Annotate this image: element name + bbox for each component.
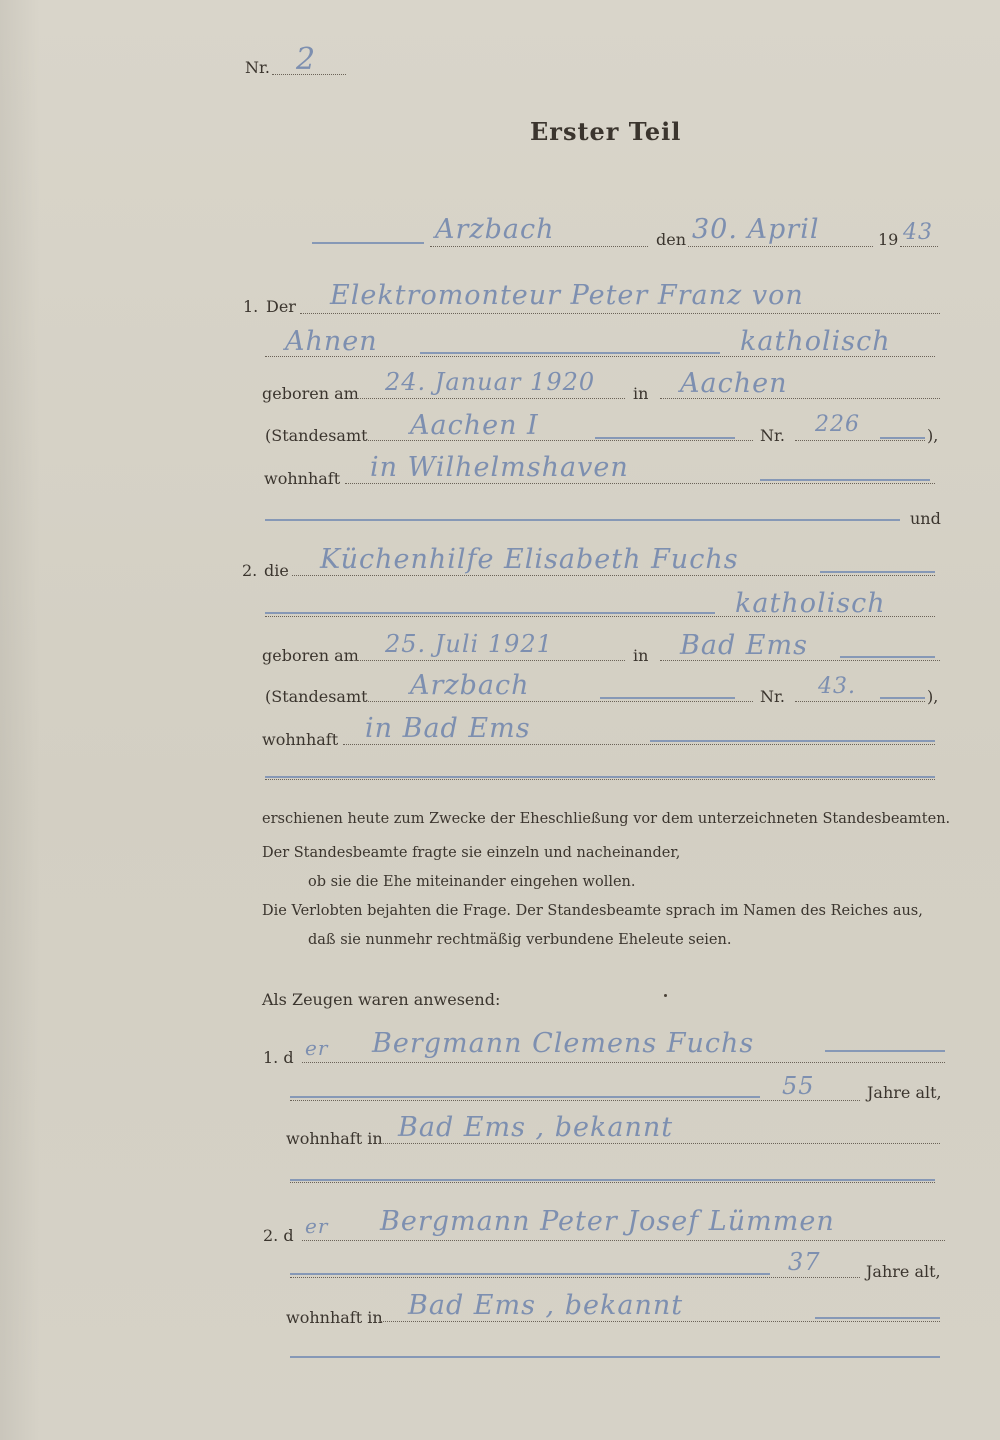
person1-registry: Aachen I: [410, 410, 539, 441]
witness1-age-label: Jahre alt,: [867, 1083, 942, 1102]
person1-born-label: geboren am: [262, 384, 359, 403]
person1-nr-rule: [795, 440, 925, 441]
person2-resides-label: wohnhaft: [262, 730, 339, 749]
person2-registry-label: (Standesamt: [265, 687, 368, 706]
body-line-2: Der Standesbeamte fragte sie einzeln und nacheinander,: [262, 845, 681, 861]
person1-resides-rule: [345, 483, 935, 484]
person1-name-line1: Elektromonteur Peter Franz von: [330, 280, 804, 311]
person2-registry-rule: [368, 701, 753, 702]
person2-nr-label: Nr.: [760, 687, 785, 706]
person2-resides-rule: [343, 744, 935, 745]
person2-born-date-rule: [355, 660, 625, 661]
person2-nr-dash: [880, 697, 925, 699]
person1-nr-dash: [880, 437, 925, 439]
date-line: [688, 246, 873, 247]
witness2-age-dash: [290, 1273, 770, 1275]
witness2-resides-label: wohnhaft in: [286, 1308, 383, 1327]
nr-value: 2: [296, 42, 317, 77]
place-value: Arzbach: [435, 214, 555, 245]
witness2-index: 2. d: [263, 1226, 294, 1245]
witness1-resides-label: wohnhaft in: [286, 1129, 383, 1148]
person2-registry: Arzbach: [410, 670, 530, 701]
person1-registry-label: (Standesamt: [265, 426, 368, 445]
person2-registry-nr: 43.: [818, 674, 856, 699]
person2-religion: katholisch: [735, 588, 886, 619]
witness1-name-dash: [825, 1050, 945, 1052]
person2-article: die: [264, 561, 289, 580]
person2-resides: in Bad Ems: [365, 713, 531, 744]
witness2-blank-dash: [290, 1356, 940, 1358]
witness2-name: Bergmann Peter Josef Lümmen: [380, 1206, 835, 1237]
witness2-resides-rule: [380, 1321, 940, 1322]
year-suffix: 43: [903, 220, 933, 245]
person2-name-line1: Küchenhilfe Elisabeth Fuchs: [320, 544, 739, 575]
body-line-4: Die Verlobten bejahten die Frage. Der Standesbeamte sprach im Namen des Reiches aus,: [262, 903, 923, 919]
year-line: [900, 246, 938, 247]
den-label: den: [656, 230, 687, 249]
year-prefix: 19: [878, 230, 899, 249]
witness1-resides: Bad Ems , bekannt: [398, 1112, 674, 1143]
person2-born-place-rule: [660, 660, 940, 661]
person2-in-label: in: [633, 646, 649, 665]
person1-born-place-rule: [660, 398, 940, 399]
date-value: 30. April: [692, 214, 820, 245]
person1-resides-label: wohnhaft: [264, 469, 341, 488]
person2-born-place-dash: [840, 656, 935, 658]
person1-name-line2-rule: [265, 356, 935, 357]
witness1-resides-rule: [380, 1143, 940, 1144]
person1-name-line1-rule: [300, 313, 940, 314]
body-line-1: erschienen heute zum Zwecke der Eheschließung vor dem unterzeichneten Standesbeamten.: [262, 811, 951, 827]
place-line: [430, 246, 648, 247]
nr-label: Nr.: [245, 58, 270, 77]
person2-registry-dash: [600, 697, 735, 699]
witness1-name-rule: [302, 1062, 945, 1063]
page-title: Erster Teil: [530, 117, 682, 146]
body-line-3: ob sie die Ehe miteinander eingehen wollen.: [308, 874, 636, 890]
person2-blank-dash: [265, 776, 935, 778]
person2-born-place: Bad Ems: [680, 630, 808, 661]
witness2-resides-dash: [815, 1317, 940, 1319]
witness2-name-rule: [302, 1240, 945, 1241]
person1-nr-label: Nr.: [760, 426, 785, 445]
person2-name-line2-rule: [265, 616, 935, 617]
person2-name-dash: [820, 571, 935, 573]
person2-blank-rule: [265, 779, 935, 780]
witness2-article: er: [305, 1214, 329, 1238]
person1-religion: katholisch: [740, 326, 891, 357]
person1-born-place: Aachen: [680, 368, 788, 399]
paper-speck: [664, 994, 667, 997]
person2-born-date: 25. Juli 1921: [385, 630, 553, 658]
nr-line: [272, 74, 346, 75]
person2-name-line2-dash: [265, 612, 715, 614]
witness1-age: 55: [782, 1072, 815, 1100]
witness1-index: 1. d: [263, 1048, 294, 1067]
witness2-resides: Bad Ems , bekannt: [408, 1290, 684, 1321]
witness1-blank-rule: [290, 1182, 935, 1183]
person1-index: 1.: [243, 297, 259, 316]
person1-born-date-rule: [355, 398, 625, 399]
person1-resides-dash: [760, 479, 930, 481]
person2-name-line1-rule: [292, 575, 935, 576]
body-line-5: daß sie nunmehr rechtmäßig verbundene Eheleute seien.: [308, 932, 732, 948]
person1-close: ),: [927, 426, 939, 445]
person1-born-date: 24. Januar 1920: [385, 368, 596, 396]
person1-resides: in Wilhelmshaven: [370, 452, 629, 483]
witness2-age: 37: [788, 1248, 821, 1276]
person1-in-label: in: [633, 384, 649, 403]
person1-article: Der: [266, 297, 296, 316]
person2-born-label: geboren am: [262, 646, 359, 665]
person1-registry-nr: 226: [815, 412, 860, 437]
witness2-age-rule: [290, 1277, 860, 1278]
witness1-blank-dash: [290, 1179, 935, 1181]
person1-registry-dash: [595, 437, 735, 439]
person2-resides-dash: [650, 740, 935, 742]
und-label: und: [910, 509, 941, 528]
witness2-age-label: Jahre alt,: [866, 1262, 941, 1281]
person2-index: 2.: [242, 561, 258, 580]
person2-nr-rule: [795, 701, 925, 702]
witnesses-heading: Als Zeugen waren anwesend:: [262, 990, 501, 1009]
witness1-age-rule: [290, 1100, 860, 1101]
person1-name-line2: Ahnen: [285, 326, 378, 357]
person1-name-dash: [420, 352, 720, 354]
person1-blank-dash: [265, 519, 900, 521]
place-dash: [312, 242, 424, 244]
witness1-age-dash: [290, 1096, 760, 1098]
person1-registry-rule: [368, 440, 753, 441]
witness1-name: Bergmann Clemens Fuchs: [372, 1028, 755, 1059]
person2-close: ),: [927, 687, 939, 706]
witness1-article: er: [305, 1036, 329, 1060]
